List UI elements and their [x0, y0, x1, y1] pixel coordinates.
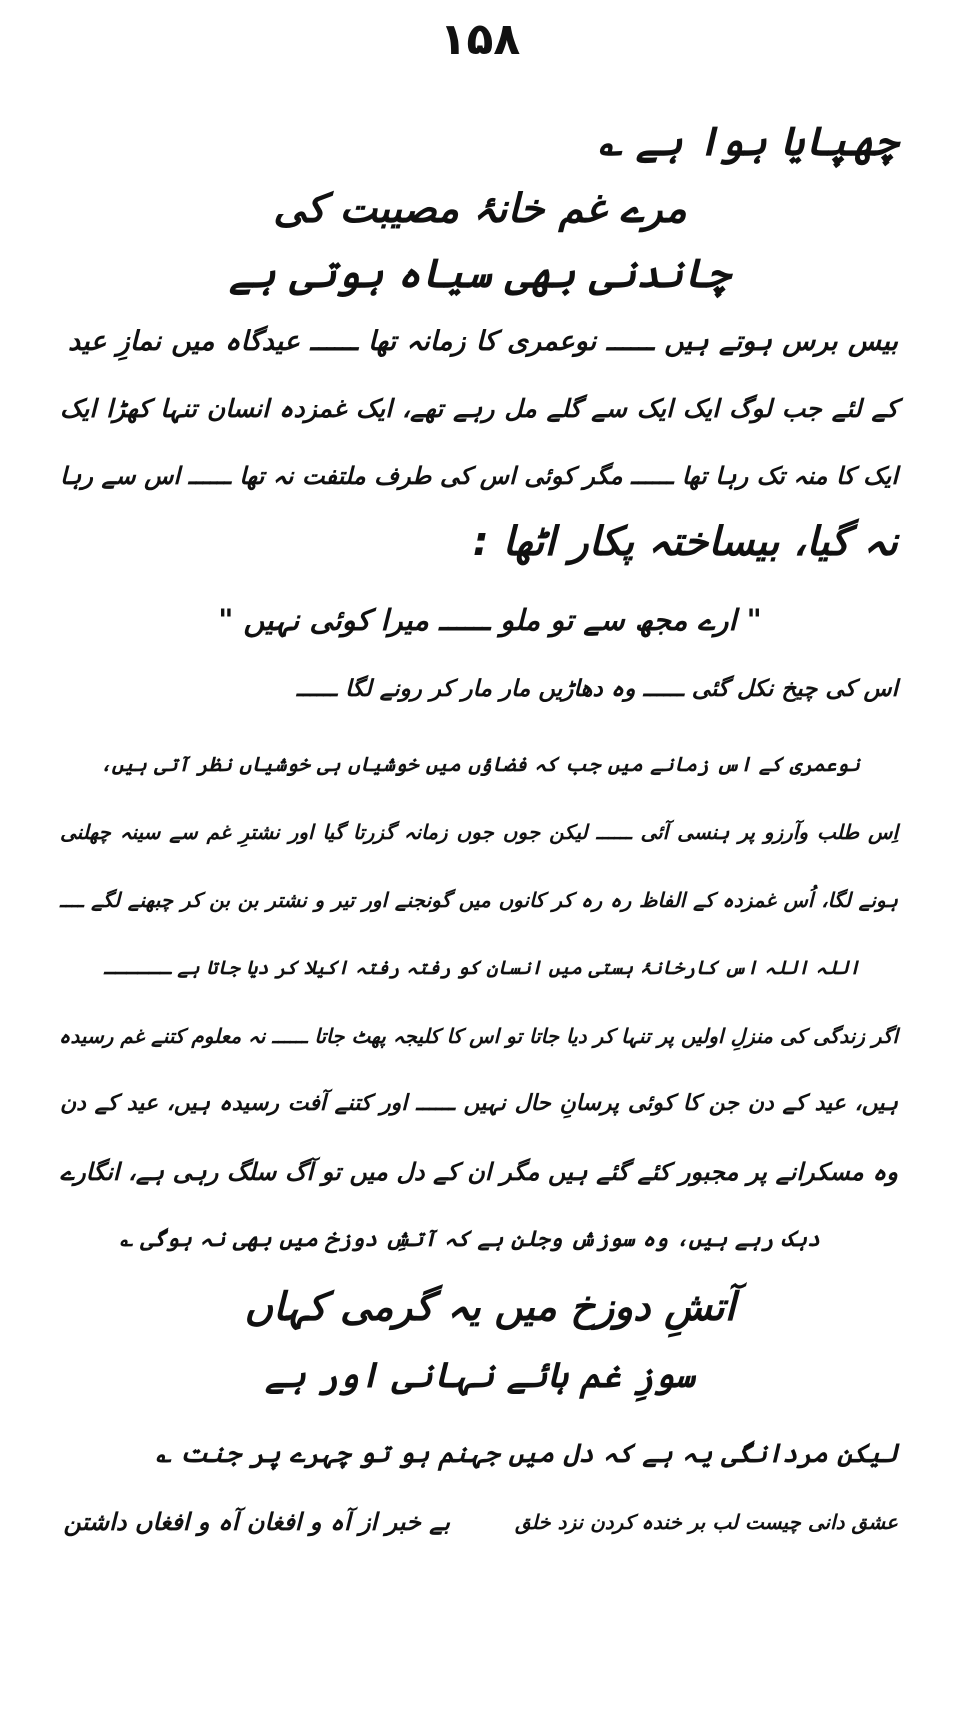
verse-line-1: مرے غم خانۂ مصیبت کی — [273, 186, 687, 232]
verse-line-2: چاندنی بھی سیاہ ہوتی ہے — [228, 251, 730, 297]
text-line-3: کے لئے جب لوگ ایک ایک سے گلے مل رہے تھے، ایک غمزدہ انسان تنہا کھڑا ایک — [60, 394, 898, 423]
text-line-12: ہیں، عید کے دن جن کا کوئی پرسانِ حال نہیں ــــــ اور کتنے آفت رسیدہ ہیں، عید کے دن — [60, 1091, 898, 1116]
verse-line-4: سوزِ غم ہائے نہانی اور ہے — [264, 1356, 696, 1396]
persian-verse-2: بے خبر از آہ و افغان آہ و افغاں داشتن — [63, 1508, 450, 1536]
text-line-8: اِس طلب وآرزو پر ہنسی آئی ــــــ لیکن جوں جوں زمانہ گزرتا گیا اور نشترِ غم سے سینہ چھلنی — [60, 820, 898, 844]
text-line-14: دہک رہے ہیں، وہ سوزش وجلن ہے کہ آتشِ دوزخ میں بھی نہ ہوگی ؎ — [119, 1227, 820, 1252]
text-line-2: بیس برس ہوتے ہیں ــــــ نوعمری کا زمانہ تھا ــــــ عیدگاہ میں نمازِ عید — [68, 326, 898, 357]
text-line-15: لیکن مردانگی یہ ہے کہ دل میں جہنم ہو تو چہرے پر جنت ؎ — [155, 1439, 898, 1469]
verse-line-3: آتشِ دوزخ میں یہ گرمی کہاں — [244, 1285, 736, 1330]
text-line-5: نہ گیا، بیساختہ پکار اٹھا : — [472, 519, 898, 565]
text-line-7: نوعمری کے اس زمانے میں جب کہ فضاؤں میں خوشیاں ہی خوشیاں نظر آتی ہیں، — [100, 752, 860, 776]
persian-verse-1: عشق دانی چیست لب بر خندہ کردن نزد خلق — [514, 1510, 898, 1534]
page-number: ۱۵۸ — [439, 14, 521, 65]
text-line-9: ہونے لگا، اُس غمزدہ کے الفاظ رہ رہ کر کانوں میں گونجنے اور تیر و نشتر بن بن کر چبھنے لگے ــــ — [60, 888, 898, 912]
text-line-6: اس کی چیخ نکل گئی ــــــ وہ دھاڑیں مار مار کر رونے لگا ــــــ — [296, 676, 898, 702]
quote-line: " ارے مجھ سے تو ملو ــــــ میرا کوئی نہیں " — [218, 603, 762, 637]
text-line-1: چھپایا ہوا ہے ؎ — [598, 119, 898, 165]
text-line-4: ایک کا منہ تک رہا تھا ــــــ مگر کوئی اس کی طرف ملتفت نہ تھا ــــــ اس سے رہا — [60, 462, 898, 490]
text-line-13: وہ مسکرانے پر مجبور کئے گئے ہیں مگر ان کے دل میں تو آگ سلگ رہی ہے، انگارے — [60, 1158, 898, 1186]
text-line-11: اگر زندگی کی منزلِ اولیں پر تنہا کر دیا جاتا تو اس کا کلیجہ پھٹ جاتا ــــــ نہ معلوم کتنے غم رسیدہ — [58, 1024, 898, 1048]
text-line-10: اللہ اللہ اس کارخانۂ ہستی میں انسان کو رفتہ رفتہ اکیلا کر دیا جاتا ہے ــــــ — [103, 957, 860, 979]
